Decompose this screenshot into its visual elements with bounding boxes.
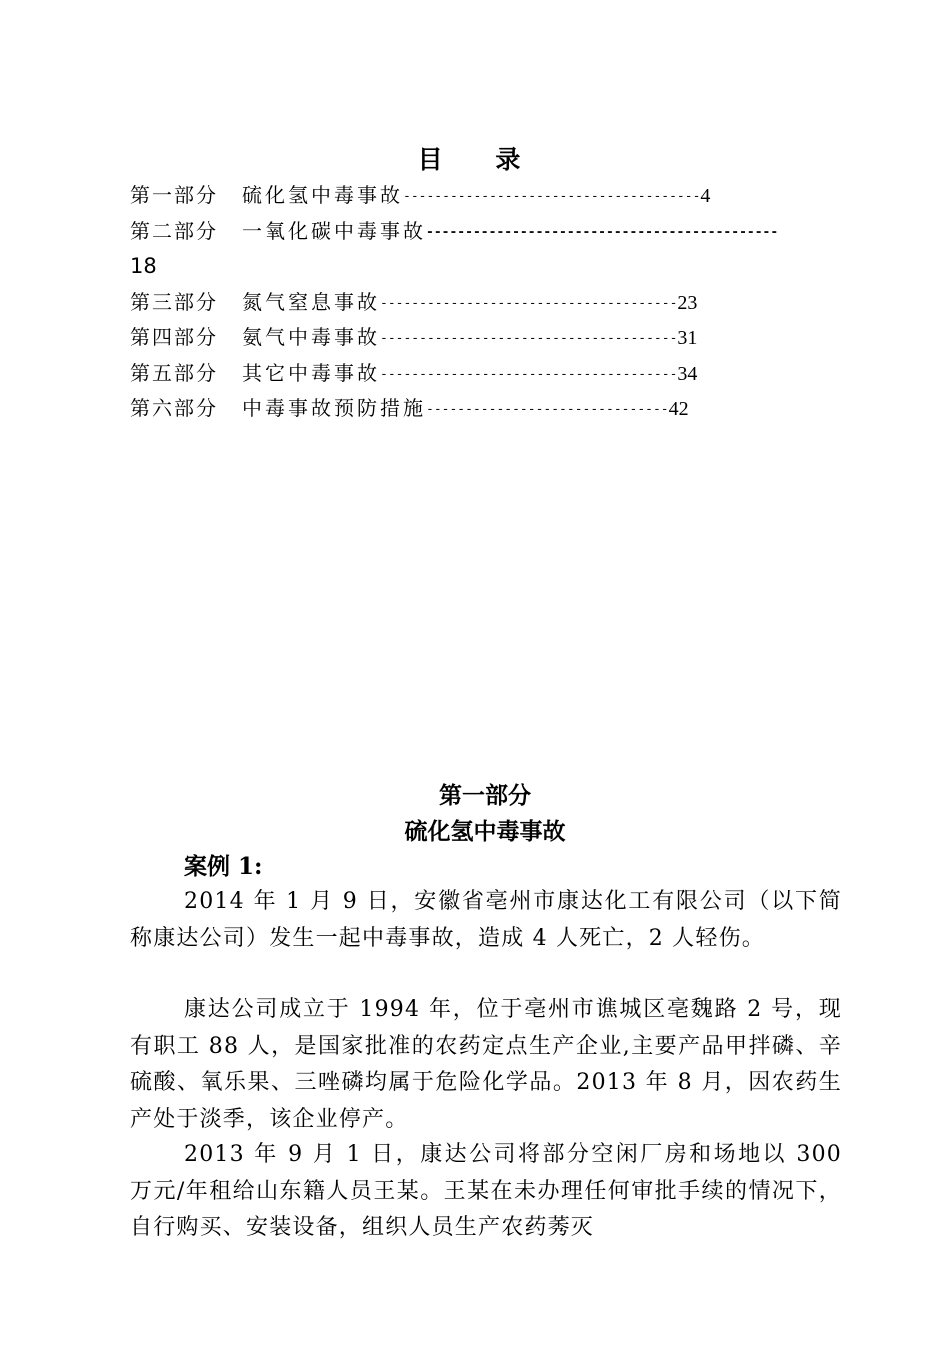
toc-entry-title: 其它中毒事故	[242, 361, 380, 385]
toc-entry-part: 第四部分	[130, 325, 218, 349]
toc-entry-title: 氮气窒息事故	[242, 290, 380, 314]
toc-entry-part: 第二部分	[130, 219, 218, 243]
toc-entry-title: 中毒事故预防措施	[242, 396, 426, 420]
toc-entry-page: 4	[700, 185, 711, 207]
toc-entry-title: 一氧化碳中毒事故	[242, 219, 426, 243]
toc-entry[interactable]	[130, 393, 840, 423]
toc-entry-part: 第一部分	[130, 183, 218, 207]
toc-entry-leader: ---------------------------------------------	[426, 224, 779, 240]
toc-entry-leader: --------------------------------------	[380, 366, 678, 382]
section-part-heading: 第一部分	[439, 782, 531, 809]
toc-entry-page: 42	[668, 398, 689, 420]
toc-entry[interactable]	[130, 358, 840, 388]
toc-entry-leader: --------------------------------------	[380, 330, 678, 346]
toc-entry-leader: --------------------------------------	[380, 295, 678, 311]
section-title-heading: 硫化氢中毒事故	[404, 818, 566, 845]
toc-entry[interactable]	[130, 322, 840, 352]
toc-entry-page: 34	[677, 363, 698, 385]
toc-entry-part: 第六部分	[130, 396, 218, 420]
toc-entry-page-wrapped[interactable]: 18	[130, 254, 157, 278]
toc-entry-part: 第三部分	[130, 290, 218, 314]
body-paragraph: 2013 年 9 月 1 日，康达公司将部分空闲厂房和场地以 300 万元/年租给山东籍人员王某。王某在未办理任何审批手续的情况下，自行购买、安装设备，组织人员生产农药莠灭	[130, 1142, 842, 1240]
toc-entry-page: 31	[677, 327, 698, 349]
case-heading: 案例 1:	[184, 853, 263, 880]
toc-entry-title: 硫化氢中毒事故	[242, 183, 403, 207]
toc-entry-page: 23	[677, 292, 698, 314]
body-paragraph: 康达公司成立于 1994 年，位于亳州市谯城区亳魏路 2 号，现有职工 88 人，是国家批准的农药定点生产企业,主要产品甲拌磷、辛硫酸、氧乐果、三唑磷均属于危险化学品。2013 年 8 月，因农药生产处于淡季，该企业停产。	[130, 997, 842, 1132]
body-paragraph: 2014 年 1 月 9 日，安徽省亳州市康达化工有限公司（以下简称康达公司）发生一起中毒事故，造成 4 人死亡，2 人轻伤。	[130, 889, 842, 951]
toc-title: 目 录	[417, 145, 543, 174]
toc-entry-leader: -------------------------------	[426, 401, 669, 417]
toc-entry[interactable]	[130, 287, 840, 317]
toc-entry-title: 氨气中毒事故	[242, 325, 380, 349]
toc-entry-part: 第五部分	[130, 361, 218, 385]
toc-entry[interactable]	[130, 216, 840, 246]
toc-entry-leader: --------------------------------------	[403, 188, 701, 204]
toc-entry[interactable]	[130, 180, 840, 210]
